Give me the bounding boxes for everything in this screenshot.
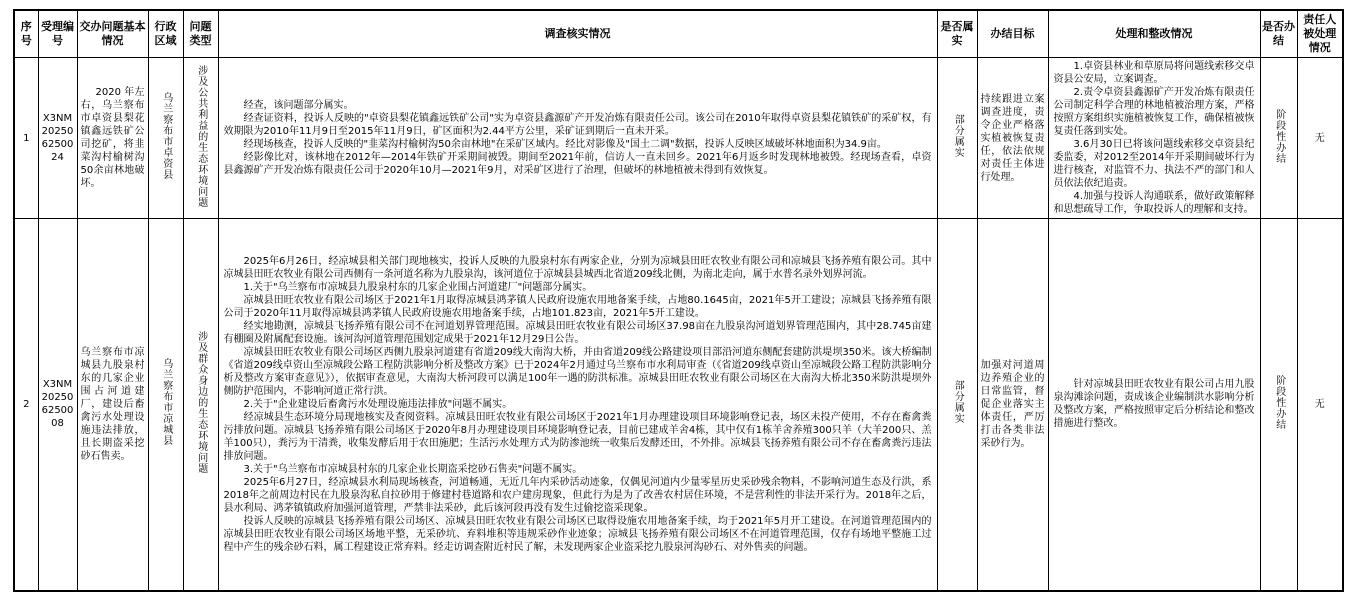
- row-problem-type: [183, 58, 218, 219]
- row-closed-text: 阶段性办结: [1273, 108, 1285, 164]
- header-cell-region: 行政区域: [148, 10, 183, 58]
- row-region-text: 乌兰察布市卓资县: [160, 92, 172, 180]
- row-problem-type: [183, 219, 218, 591]
- header-cell-seq: 序号: [14, 10, 38, 58]
- row-closed-status: [1260, 219, 1297, 591]
- row-region: [148, 219, 183, 591]
- header-cell-closed: 是否办结: [1260, 10, 1297, 58]
- header-cell-goal: 办结目标: [977, 10, 1048, 58]
- row-seq: 1: [14, 58, 38, 219]
- paragraph: 经影像比对，该林地在2012年—2014年铁矿开采期间被毁。期间至2021年前，信访人一直未回乡。2021年6月返乡时发现林地被毁。经现场查看，卓资县鑫源矿产开发冶炼有限责任公司于2020年10月—2021年9月，对采矿区进行了治理，但破坏的林地植被未得到有效恢复。: [223, 152, 932, 176]
- row-handling: [1048, 219, 1260, 591]
- header-cell-problem-summary: 交办问题基本情况: [77, 10, 148, 58]
- row-goal: 加强对河道周边养殖企业的日常监管，督促企业落实主体责任，严厉打击各类非法采砂行为。: [977, 219, 1048, 591]
- row-closed-text: 阶段性办结: [1273, 374, 1285, 430]
- header-row: [14, 10, 1343, 58]
- paragraph: 投诉人反映的凉城县飞扬养殖有限公司场区、凉城县田旺农牧业有限公司场区已取得设施农用地备案手续，均于2021年5月开工建设。在河道管理范围内的凉城县田旺农牧业有限公司场区场地平整，无采砂坑、弃料堆积等违规采砂作业迹象；凉城县飞扬养殖有限公司场区不在河道管理范围，仅存有场地平整施工过程中产生的残余砂石料，属工程建设正常弃料。经走访调查附近村民了解，未发现两家企业盗采挖九股泉河沟砂石、对外售卖的问题。: [223, 515, 932, 553]
- table-row: [14, 219, 1343, 591]
- header-cell-handling: 处理和整改情况: [1048, 10, 1260, 58]
- paragraph: 针对凉城县田旺农牧业有限公司占用九股泉沟滩涂问题，责成该企业编制洪水影响分析及整改方案，严格按照审定后分析结论和整改措施进行整改。: [1053, 379, 1255, 430]
- paragraph: 凉城县田旺农牧业有限公司场区西侧九股泉河道建有省道209线大南沟大桥，并由省道209线公路建设项目部沿河道东侧配套建防洪堤坝350米。该大桥编制《省道209线卓资山至凉城段公路工程防洪影响分析及整改方案》已于2024年2月通过乌兰察布市水利局审查（《省道209线卓资山至凉城段公路工程防洪影响分析及整改方案审查意见》），依据审查意见，大南沟大桥河段可以满足100年一遇的防洪标准。凉城县田旺农牧业有限公司场区在大南沟大桥北350米防洪堤坝外侧防护范围内，不影响河道正常行洪。: [223, 346, 932, 397]
- paragraph: 经凉城县生态环境分局现地核实及查阅资料。凉城县田旺农牧业有限公司场区于2021年1月办理建设项目环境影响登记表，场区未投产使用，不存在畜禽粪污排放问题。凉城县飞扬养殖有限公司场区于2020年8月办理建设项目环境影响登记表，目前已建成羊舍4栋，其中仅有1栋羊舍养殖300只羊（大羊200只、羔羊100只），粪污为干清粪，收集发酵后用于农田施肥；生活污水处理方式为防渗池统一收集后发酵还田，不外排。凉城县飞扬养殖有限公司不存在畜禽粪污违法排放问题。: [223, 411, 932, 462]
- row-accountability: 无: [1297, 219, 1343, 591]
- paragraph: 经查，该问题部分属实。: [243, 100, 354, 111]
- row-seq: 2: [14, 219, 38, 591]
- row-problem-type-text: 涉及群众身边的生态环境问题: [195, 330, 207, 474]
- row-verified-text: 部分属实: [952, 380, 964, 425]
- row-verified-status: [937, 58, 977, 219]
- row-investigation: [218, 219, 937, 591]
- row-case-number: X3NM202506250008: [38, 219, 77, 591]
- header-cell-problem-type: 问题类型: [183, 10, 218, 58]
- row-region: [148, 58, 183, 219]
- row-verified-status: [937, 219, 977, 591]
- complaint-handling-table: [13, 9, 1344, 592]
- paragraph: 经实地勘测，凉城县飞扬养殖有限公司不在河道划界管理范围。凉城县田旺农牧业有限公司场区37.98亩在九股泉沟河道划界管理范围内，其中28.745亩建有棚圈及附属配套设施。该河沟河道管理范围划定成果于2021年12月29日公告。: [223, 320, 932, 345]
- paragraph: 2025年6月27日，经凉城县水利局现场核查，河道畅通，无近几年内采砂活动迹象，仅偶见河道内少量零星历史采砂残余物料，不影响河道生态及行洪，系2018年之前周边村民在九股泉沟私自拉砂用于修建村巷道路和农户建房现象，但此行为是为了改善农村居住环境，不是营利性的非法开采行为。2018年之后，县水利局、鸿茅镇镇政府加强河道管理，严禁非法采砂，此后该河段再没有发生过偷挖盗采现象。: [223, 476, 932, 514]
- paragraph: 经现场核查，投诉人反映的"韭菜沟村榆树沟50余亩林地"在采矿区域内。经比对影像及"国土二调"数据，投诉人反映区域破坏林地面积为34.9亩。: [243, 139, 887, 150]
- paragraph: 3.6月30日已将该问题线索移交卓资县纪委监委，对2012至2014年开采期间破坏行为进行核查，对监管不力、执法不严的部门和人员依法依纪追责。: [1053, 139, 1255, 189]
- paragraph: 2025年6月26日，经凉城县相关部门现地核实，投诉人反映的九股泉村东有两家企业，分别为凉城县田旺农牧业有限公司和凉城县飞扬养殖有限公司。其中凉城县田旺农牧业有限公司西侧有一条河道名称为九股泉沟，该河道位于凉城县县城西北省道209线北侧，为南北走向，属于水普名录外划界河流。: [223, 255, 932, 280]
- header-cell-investigation: 调查核实情况: [218, 10, 937, 58]
- row-accountability: 无: [1297, 58, 1343, 219]
- row-goal: 持续跟进立案调查进度，责令企业严格落实植被恢复责任，依法依规对责任主体进行处理。: [977, 58, 1048, 219]
- row-case-number: X3NM202506250024: [38, 58, 77, 219]
- header-cell-accountability: 责任人被处理情况: [1297, 10, 1343, 58]
- paragraph: 2.责令卓资县鑫源矿产开发冶炼有限责任公司制定科学合理的林地植被治理方案，严格按照方案组织实施植被恢复工作，确保植被恢复责任落到实处。: [1053, 87, 1255, 137]
- row-investigation: [218, 58, 937, 219]
- paragraph: 4.加强与投诉人沟通联系，做好政策解释和思想疏导工作，争取投诉人的理解和支持。: [1053, 191, 1255, 215]
- row-closed-status: [1260, 58, 1297, 219]
- row-region-text: 乌兰察布市凉城县: [160, 358, 172, 447]
- paragraph: 1.关于"乌兰察布市凉城县九股泉村东的几家企业围占河道建厂"问题部分属实。: [243, 281, 593, 293]
- row-verified-text: 部分属实: [952, 114, 964, 158]
- paragraph: 经查证资料，投诉人反映的"卓资县梨花镇鑫远铁矿公司"实为卓资县鑫源矿产开发冶炼有限责任公司。该公司在2010年取得卓资县梨花镇铁矿的采矿权，有效期限为2010年11月9日至2015年11月9日，矿区面积为2.44平方公里，采矿证到期后一直未开采。: [223, 113, 932, 137]
- paragraph: 1.卓资县林业和草原局将问题线索移交卓资县公安局，立案调查。: [1053, 61, 1255, 85]
- paragraph: 2.关于"企业建设后畜禽污水处理设施违法排放"问题不属实。: [243, 398, 513, 410]
- header-cell-verified: 是否属实: [937, 10, 977, 58]
- row-handling: [1048, 58, 1260, 219]
- table-row: [14, 58, 1343, 219]
- row-problem-summary: 乌兰察布市凉城县九股泉村东的几家企业围占河道建厂，建设后畜禽污水处理设施违法排放，且长期盗采挖砂石售卖。: [77, 219, 148, 591]
- paragraph: 3.关于"乌兰察布市凉城县村东的几家企业长期盗采挖砂石售卖"问题不属实。: [243, 463, 583, 475]
- header-cell-case-number: 受理编号: [38, 10, 77, 58]
- row-problem-summary: 2020 年左右，乌兰察布市卓资县梨花镇鑫远铁矿公司挖矿，将韭菜沟村榆树沟50余亩林地破坏。: [77, 58, 148, 219]
- row-problem-type-text: 涉及公共利益的生态环境问题: [195, 64, 207, 208]
- paragraph: 凉城县田旺农牧业有限公司场区于2021年1月取得凉城县鸿茅镇人民政府设施农用地备案手续，占地80.1645亩，2021年5开工建设；凉城县飞扬养殖有限公司于2020年11月取得凉城县鸿茅镇人民政府设施农用地备案手续，占地101.823亩，2021年5开工建设。: [223, 294, 932, 319]
